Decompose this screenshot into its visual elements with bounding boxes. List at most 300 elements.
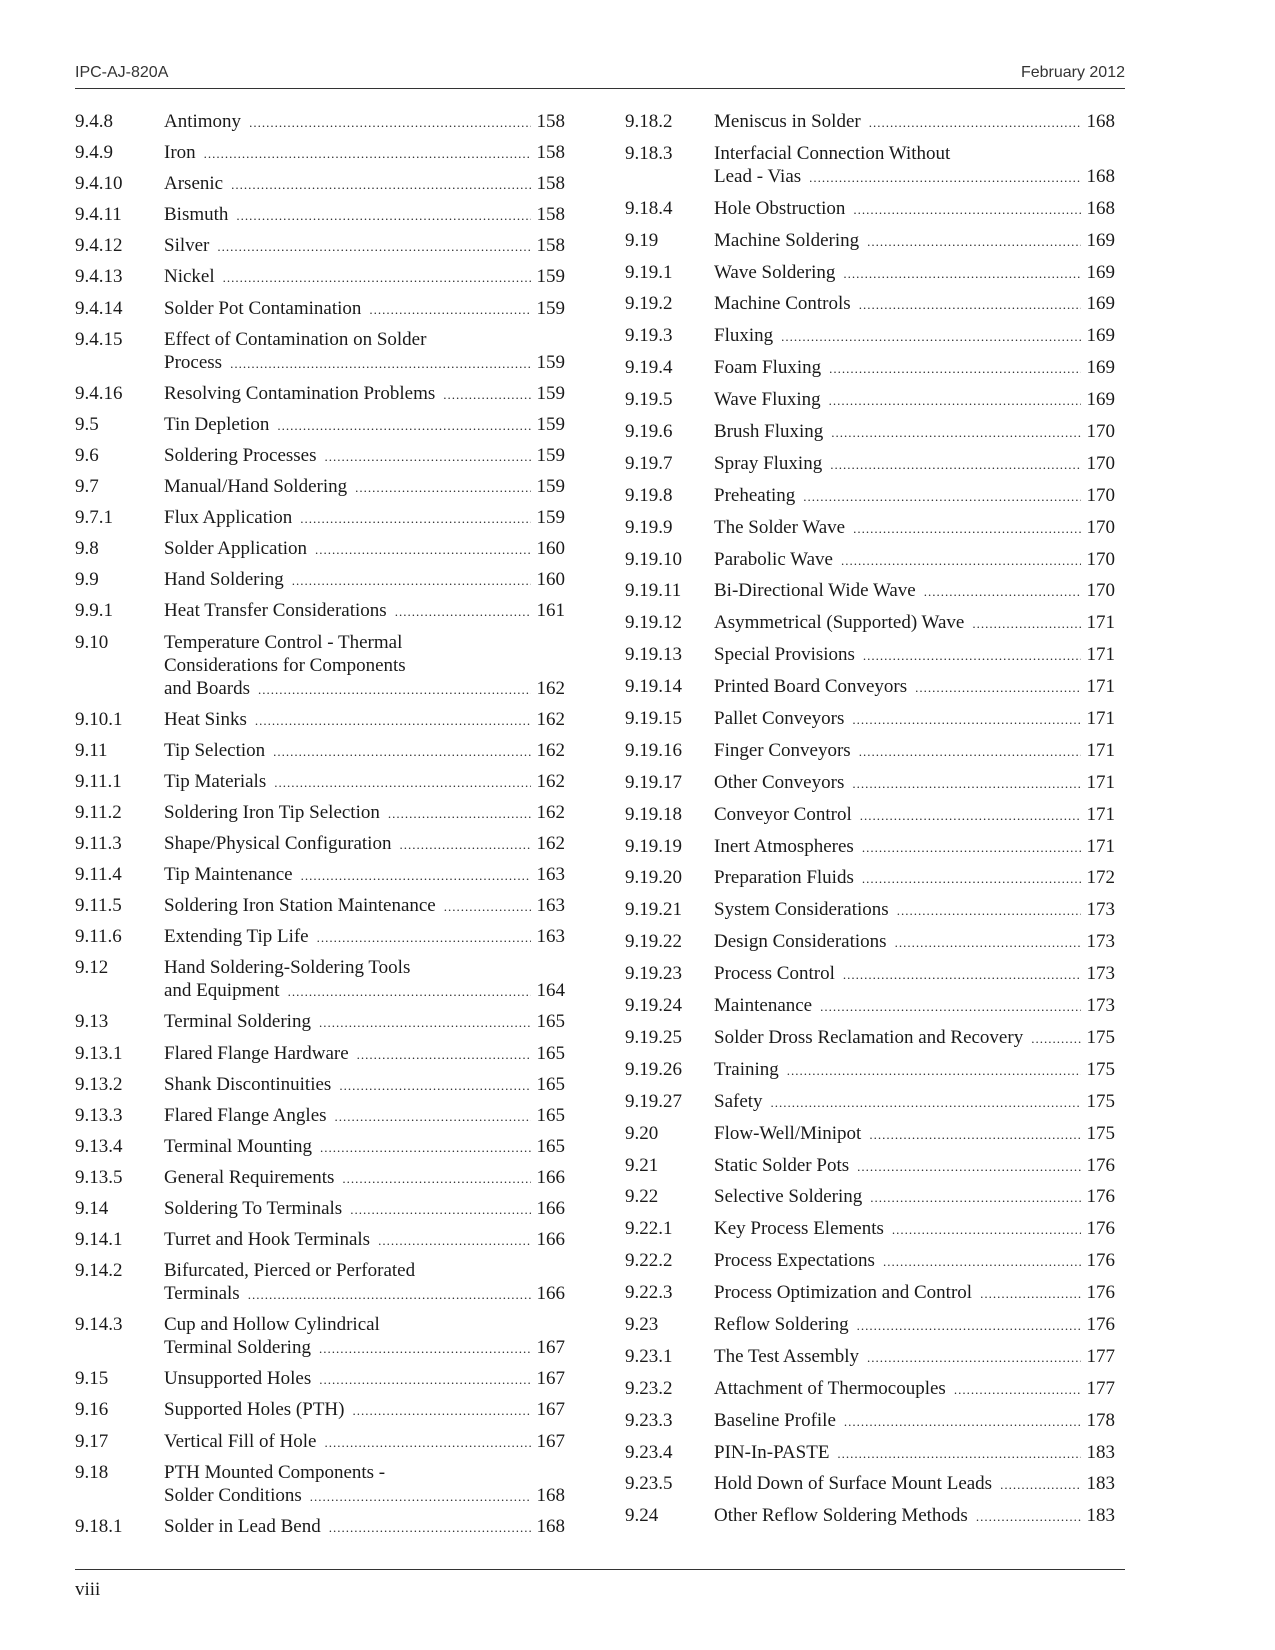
dot-leader	[867, 230, 1080, 253]
toc-section-number: 9.19.10	[625, 548, 682, 570]
toc-title: Iron	[164, 142, 196, 164]
toc-section-number: 9.11.1	[75, 770, 122, 792]
dot-leader	[388, 802, 531, 825]
toc-title: Solder Conditions	[164, 1484, 302, 1506]
toc-page-number: 171	[1086, 708, 1115, 730]
toc-title: Spray Fluxing	[714, 452, 823, 474]
dot-leader	[852, 708, 1080, 731]
dot-leader	[395, 600, 531, 623]
toc-entry[interactable]	[75, 1104, 565, 1128]
toc-title: Soldering Iron Tip Selection	[164, 801, 380, 823]
toc-entry[interactable]	[625, 962, 1115, 986]
toc-title: The Solder Wave	[714, 516, 846, 538]
toc-entry[interactable]	[625, 229, 1115, 253]
toc-section-number: 9.19.13	[625, 644, 682, 666]
dot-leader	[204, 142, 531, 165]
toc-title: Soldering To Terminals	[164, 1198, 343, 1219]
toc-page-number: 183	[1086, 1473, 1115, 1495]
dot-leader	[857, 1314, 1081, 1337]
toc-title: Terminals	[164, 1283, 240, 1305]
dot-leader	[230, 352, 530, 375]
toc-entry[interactable]	[625, 1026, 1115, 1050]
dot-leader	[809, 166, 1080, 189]
toc-section-number: 9.19.5	[625, 389, 673, 411]
toc-section-number: 9.13.5	[75, 1166, 123, 1188]
toc-section-number: 9.21	[625, 1154, 659, 1176]
toc-section-number: 9.19.8	[625, 484, 673, 506]
toc-title: and Equipment	[164, 980, 280, 1002]
toc-page-number: 169	[1086, 357, 1115, 379]
toc-entry[interactable]	[75, 631, 565, 701]
toc-entry[interactable]	[75, 1398, 565, 1422]
toc-entry[interactable]	[625, 261, 1115, 285]
toc-entry[interactable]	[75, 1259, 565, 1306]
toc-page-number: 177	[1086, 1345, 1115, 1367]
toc-entry[interactable]	[75, 1197, 565, 1221]
toc-entry[interactable]	[625, 803, 1115, 827]
toc-page-number: 169	[1086, 229, 1115, 251]
toc-title: The Test Assembly	[714, 1345, 860, 1367]
toc-section-number: 9.19.25	[625, 1026, 682, 1048]
toc-page-number: 158	[536, 173, 565, 195]
toc-entry[interactable]	[75, 328, 565, 375]
toc-section-number: 9.4.9	[75, 142, 113, 164]
toc-section-number: 9.19.11	[625, 580, 682, 602]
toc-title: Hand Soldering-Soldering Tools	[164, 957, 411, 979]
toc-page-number: 166	[536, 1283, 565, 1305]
toc-section-number: 9.18.3	[625, 142, 673, 164]
toc-title: Vertical Fill of Hole	[164, 1430, 317, 1452]
toc-title: Machine Soldering	[714, 229, 860, 251]
toc-title: Other Conveyors	[714, 771, 845, 793]
dot-leader	[352, 1399, 530, 1422]
toc-title: Hold Down of Surface Mount Leads	[714, 1473, 993, 1495]
toc-entry[interactable]	[625, 1345, 1115, 1369]
toc-title: Static Solder Pots	[714, 1154, 850, 1176]
toc-entry[interactable]	[625, 1441, 1115, 1465]
toc-entry[interactable]	[625, 643, 1115, 667]
toc-title: Resolving Contamination Problems	[164, 382, 436, 404]
toc-page-number: 171	[1086, 739, 1115, 761]
toc-title: Terminal Mounting	[164, 1135, 313, 1157]
footer-rule	[75, 1569, 1125, 1570]
toc-section-number: 9.19.23	[625, 963, 682, 985]
toc-section-number: 9.8	[75, 538, 99, 560]
dot-leader	[325, 445, 531, 468]
toc-title: Meniscus in Solder	[714, 111, 861, 132]
toc-entry[interactable]	[625, 835, 1115, 859]
toc-section-number: 9.13.2	[75, 1073, 123, 1095]
toc-title: Printed Board Conveyors	[714, 676, 908, 698]
toc-title: Tip Selection	[164, 739, 266, 761]
toc-title: Solder in Lead Bend	[164, 1515, 321, 1537]
dot-leader	[771, 1091, 1081, 1114]
toc-page-number: 176	[1086, 1154, 1115, 1176]
toc-section-number: 9.16	[75, 1399, 109, 1421]
dot-leader	[320, 1136, 530, 1159]
toc-title: Shank Discontinuities	[164, 1073, 332, 1095]
toc-title: Fluxing	[714, 325, 774, 347]
toc-section-number: 9.19.17	[625, 771, 682, 793]
toc-entry[interactable]	[625, 1472, 1115, 1496]
toc-page-number: 160	[536, 569, 565, 591]
toc-page-number: 166	[536, 1198, 565, 1219]
toc-section-number: 9.18	[75, 1461, 109, 1483]
toc-entry[interactable]	[75, 382, 565, 406]
toc-page-number: 171	[1086, 612, 1115, 634]
dot-leader	[1000, 1473, 1080, 1496]
toc-section-number: 9.17	[75, 1430, 109, 1452]
toc-title: System Considerations	[714, 899, 889, 921]
toc-entry[interactable]	[625, 142, 1115, 189]
toc-entry[interactable]	[625, 1281, 1115, 1305]
toc-entry[interactable]	[625, 1504, 1115, 1528]
toc-page-number: 163	[536, 864, 565, 886]
toc-section-number: 9.19.15	[625, 708, 682, 730]
toc-page-number: 162	[536, 708, 565, 730]
dot-leader	[867, 1346, 1080, 1369]
toc-section-number: 9.23.3	[625, 1409, 673, 1431]
toc-title: Asymmetrical (Supported) Wave	[714, 612, 965, 634]
toc-entry[interactable]	[75, 1073, 565, 1097]
toc-page-number: 158	[536, 111, 565, 132]
toc-entry[interactable]	[75, 599, 565, 623]
toc-page-number: 162	[536, 801, 565, 823]
dot-leader	[444, 895, 531, 918]
toc-section-number: 9.18.1	[75, 1515, 123, 1537]
toc-entry[interactable]	[75, 832, 565, 856]
toc-entry[interactable]	[75, 925, 565, 949]
toc-title: PTH Mounted Components -	[164, 1461, 386, 1483]
toc-title: Tip Maintenance	[164, 864, 293, 886]
toc-entry[interactable]	[75, 770, 565, 794]
toc-entry[interactable]	[75, 894, 565, 918]
toc-entry[interactable]	[625, 1217, 1115, 1241]
toc-entry[interactable]	[75, 1430, 565, 1454]
toc-entry[interactable]	[75, 265, 565, 289]
toc-entry[interactable]	[75, 444, 565, 468]
toc-title: Bi-Directional Wide Wave	[714, 580, 916, 602]
document-id: IPC-AJ-820A	[75, 64, 169, 81]
toc-page-number: 161	[536, 600, 565, 622]
toc-page-number: 166	[536, 1166, 565, 1188]
toc-title: Training	[714, 1058, 779, 1080]
toc-entry[interactable]	[625, 611, 1115, 635]
toc-entry[interactable]	[625, 1409, 1115, 1433]
toc-title: Inert Atmospheres	[714, 835, 854, 857]
dot-leader	[217, 235, 530, 258]
toc-section-number: 9.19.2	[625, 293, 673, 315]
dot-leader	[319, 1011, 531, 1034]
toc-title: Bifurcated, Pierced or Perforated	[164, 1260, 416, 1282]
toc-section-number: 9.22.2	[625, 1250, 673, 1272]
toc-entry[interactable]	[75, 739, 565, 763]
toc-entry[interactable]	[625, 898, 1115, 922]
toc-section-number: 9.23	[625, 1313, 659, 1335]
toc-section-number: 9.10	[75, 631, 109, 653]
toc-entry[interactable]	[75, 413, 565, 437]
toc-page-number: 183	[1086, 1441, 1115, 1463]
toc-page-number: 165	[536, 1073, 565, 1095]
toc-page-number: 167	[536, 1430, 565, 1452]
toc-entry[interactable]	[75, 863, 565, 887]
toc-page-number: 171	[1086, 803, 1115, 825]
toc-title: Selective Soldering	[714, 1186, 863, 1208]
toc-title: Parabolic Wave	[714, 548, 833, 570]
toc-page-number: 171	[1086, 676, 1115, 698]
toc-entry[interactable]	[625, 292, 1115, 316]
toc-title: Safety	[714, 1090, 763, 1112]
toc-page-number: 168	[1086, 111, 1115, 132]
toc-section-number: 9.13.3	[75, 1104, 123, 1126]
toc-title: Soldering Iron Station Maintenance	[164, 895, 436, 917]
toc-entry[interactable]	[625, 866, 1115, 890]
toc-section-number: 9.5	[75, 413, 99, 435]
dot-leader	[895, 931, 1081, 954]
toc-title: PIN-In-PASTE	[714, 1441, 830, 1463]
toc-entry[interactable]	[625, 1058, 1115, 1082]
toc-section-number: 9.14	[75, 1198, 109, 1219]
toc-title: Unsupported Holes	[164, 1368, 312, 1390]
toc-section-number: 9.19.9	[625, 516, 673, 538]
toc-section-number: 9.4.12	[75, 235, 123, 257]
toc-page-number: 167	[536, 1399, 565, 1421]
toc-entry[interactable]	[75, 1313, 565, 1360]
toc-entry[interactable]	[625, 994, 1115, 1018]
dot-leader	[829, 389, 1081, 412]
toc-section-number: 9.13.1	[75, 1042, 123, 1064]
toc-entry[interactable]	[625, 1090, 1115, 1114]
toc-section-number: 9.4.16	[75, 382, 123, 404]
toc-title: Cup and Hollow Cylindrical	[164, 1314, 380, 1336]
toc-entry[interactable]	[625, 324, 1115, 348]
toc-title: Heat Transfer Considerations	[164, 600, 387, 622]
toc-entry[interactable]	[625, 1313, 1115, 1337]
toc-section-number: 9.13	[75, 1011, 109, 1033]
toc-section-number: 9.19.6	[625, 421, 673, 443]
toc-entry[interactable]	[625, 197, 1115, 221]
toc-entry[interactable]	[75, 801, 565, 825]
toc-page-number: 170	[1086, 484, 1115, 506]
dot-leader	[248, 1283, 531, 1306]
toc-section-number: 9.19.27	[625, 1090, 682, 1112]
toc-section-number: 9.22.1	[625, 1218, 673, 1240]
toc-entry[interactable]	[625, 1122, 1115, 1146]
toc-title: Antimony	[164, 111, 242, 132]
toc-entry[interactable]	[75, 203, 565, 227]
toc-entry[interactable]	[75, 172, 565, 196]
toc-title: Special Provisions	[714, 644, 855, 666]
toc-page-number: 159	[536, 507, 565, 529]
toc-entry[interactable]	[625, 516, 1115, 540]
toc-page-number: 178	[1086, 1409, 1115, 1431]
dot-leader	[869, 111, 1081, 134]
toc-section-number: 9.14.1	[75, 1229, 123, 1251]
toc-entry[interactable]	[75, 141, 565, 165]
dot-leader	[277, 414, 530, 437]
toc-entry[interactable]	[75, 1228, 565, 1252]
toc-entry[interactable]	[625, 707, 1115, 731]
toc-section-number: 9.19.19	[625, 835, 682, 857]
toc-entry[interactable]	[75, 234, 565, 258]
toc-title: Flux Application	[164, 507, 293, 529]
toc-title: Brush Fluxing	[714, 421, 824, 443]
dot-leader	[892, 1218, 1081, 1241]
toc-section-number: 9.14.3	[75, 1314, 123, 1336]
dot-leader	[300, 507, 530, 530]
dot-leader	[897, 899, 1081, 922]
dot-leader	[869, 1123, 1080, 1146]
toc-entry[interactable]	[75, 297, 565, 321]
toc-entry[interactable]	[75, 1166, 565, 1190]
toc-entry[interactable]	[625, 1185, 1115, 1209]
toc-entry[interactable]	[75, 708, 565, 732]
toc-page-number: 176	[1086, 1218, 1115, 1240]
toc-title: Silver	[164, 235, 210, 257]
toc-section-number: 9.19.4	[625, 357, 673, 379]
dot-leader	[325, 1431, 531, 1454]
toc-page-number: 176	[1086, 1313, 1115, 1335]
toc-section-number: 9.9.1	[75, 600, 113, 622]
toc-entry[interactable]	[75, 1515, 565, 1539]
toc-section-number: 9.11	[75, 739, 108, 761]
dot-leader	[292, 569, 531, 592]
toc-section-number: 9.18.2	[625, 111, 673, 132]
dot-leader	[258, 678, 530, 701]
toc-title: Other Reflow Soldering Methods	[714, 1505, 968, 1527]
toc-entry[interactable]	[625, 1249, 1115, 1273]
toc-entry[interactable]	[75, 1367, 565, 1391]
toc-title: Bismuth	[164, 204, 229, 226]
toc-section-number: 9.19.21	[625, 899, 682, 921]
toc-title: Temperature Control - Thermal	[164, 631, 403, 653]
toc-page-number: 175	[1086, 1058, 1115, 1080]
toc-entry[interactable]	[75, 956, 565, 1003]
toc-page-number: 168	[1086, 197, 1115, 219]
toc-title: Flared Flange Angles	[164, 1104, 327, 1126]
toc-entry[interactable]	[75, 568, 565, 592]
dot-leader	[249, 111, 530, 134]
dot-leader	[857, 1155, 1080, 1178]
dot-leader	[342, 1167, 530, 1190]
dot-leader	[860, 804, 1081, 827]
toc-entry[interactable]	[625, 1154, 1115, 1178]
dot-leader	[223, 266, 531, 289]
toc-page-number: 158	[536, 142, 565, 164]
toc-section-number: 9.19	[625, 229, 659, 251]
dot-leader	[339, 1074, 530, 1097]
toc-title: Wave Soldering	[714, 261, 836, 283]
toc-entry[interactable]	[625, 1377, 1115, 1401]
toc-title: Maintenance	[714, 995, 813, 1017]
toc-title: Foam Fluxing	[714, 357, 822, 379]
toc-entry[interactable]	[75, 1461, 565, 1508]
toc-entry[interactable]	[625, 930, 1115, 954]
toc-title: Process Optimization and Control	[714, 1282, 973, 1304]
toc-entry[interactable]	[625, 452, 1115, 476]
toc-entry[interactable]	[75, 475, 565, 499]
toc-page-number: 158	[536, 235, 565, 257]
page-number: viii	[75, 1579, 101, 1600]
toc-page-number: 169	[1086, 325, 1115, 347]
toc-entry[interactable]	[625, 548, 1115, 572]
dot-leader	[355, 476, 530, 499]
toc-title: Shape/Physical Configuration	[164, 832, 392, 854]
toc-entry[interactable]	[625, 420, 1115, 444]
toc-entry[interactable]	[625, 739, 1115, 763]
toc-entry[interactable]	[75, 110, 565, 134]
dot-leader	[378, 1229, 530, 1252]
dot-leader	[976, 1505, 1081, 1528]
toc-section-number: 9.23.5	[625, 1473, 673, 1495]
toc-section-number: 9.23.2	[625, 1377, 673, 1399]
toc-entry[interactable]	[75, 1010, 565, 1034]
dot-leader	[255, 709, 531, 732]
dot-leader	[288, 980, 531, 1003]
toc-title: Finger Conveyors	[714, 739, 851, 761]
toc-page-number: 158	[536, 204, 565, 226]
dot-leader	[870, 1186, 1080, 1209]
toc-page-number: 159	[536, 444, 565, 466]
dot-leader	[273, 740, 530, 763]
dot-leader	[915, 676, 1080, 699]
toc-entry[interactable]	[625, 110, 1115, 134]
dot-leader	[954, 1378, 1081, 1401]
toc-page-number: 177	[1086, 1377, 1115, 1399]
page-header	[75, 64, 1125, 89]
dot-leader	[843, 963, 1081, 986]
toc-entry[interactable]	[625, 675, 1115, 699]
toc-title: Heat Sinks	[164, 708, 247, 730]
toc-entry[interactable]	[75, 537, 565, 561]
toc-page-number: 162	[536, 770, 565, 792]
toc-title: Solder Application	[164, 538, 308, 560]
dot-leader	[863, 644, 1081, 667]
dot-leader	[883, 1250, 1081, 1273]
toc-page-number: 175	[1086, 1026, 1115, 1048]
toc-entry[interactable]	[625, 579, 1115, 603]
toc-entry[interactable]	[625, 484, 1115, 508]
toc-page-number: 162	[536, 739, 565, 761]
dot-leader	[972, 612, 1080, 635]
toc-section-number: 9.11.3	[75, 832, 122, 854]
toc-entry[interactable]	[75, 1135, 565, 1159]
toc-title: Machine Controls	[714, 293, 851, 315]
toc-entry[interactable]	[625, 771, 1115, 795]
toc-section-number: 9.20	[625, 1122, 659, 1144]
toc-title: Hole Obstruction	[714, 197, 846, 219]
toc-entry[interactable]	[625, 388, 1115, 412]
toc-section-number: 9.19.22	[625, 931, 682, 953]
toc-title: Pallet Conveyors	[714, 708, 845, 730]
toc-section-number: 9.10.1	[75, 708, 123, 730]
toc-entry[interactable]	[625, 356, 1115, 380]
dot-leader	[399, 833, 530, 856]
toc-page-number: 169	[1086, 261, 1115, 283]
toc-page-number: 163	[536, 895, 565, 917]
toc-page-number: 173	[1086, 995, 1115, 1017]
toc-page-number: 159	[536, 382, 565, 404]
toc-entry[interactable]	[75, 1042, 565, 1066]
toc-column-left	[75, 110, 565, 1539]
toc-section-number: 9.11.6	[75, 926, 122, 948]
toc-title: Conveyor Control	[714, 803, 852, 825]
toc-entry[interactable]	[75, 506, 565, 530]
toc-page-number: 170	[1086, 421, 1115, 443]
toc-title: Tip Materials	[164, 770, 267, 792]
toc-section-number: 9.19.18	[625, 803, 682, 825]
dot-leader	[310, 1485, 531, 1508]
